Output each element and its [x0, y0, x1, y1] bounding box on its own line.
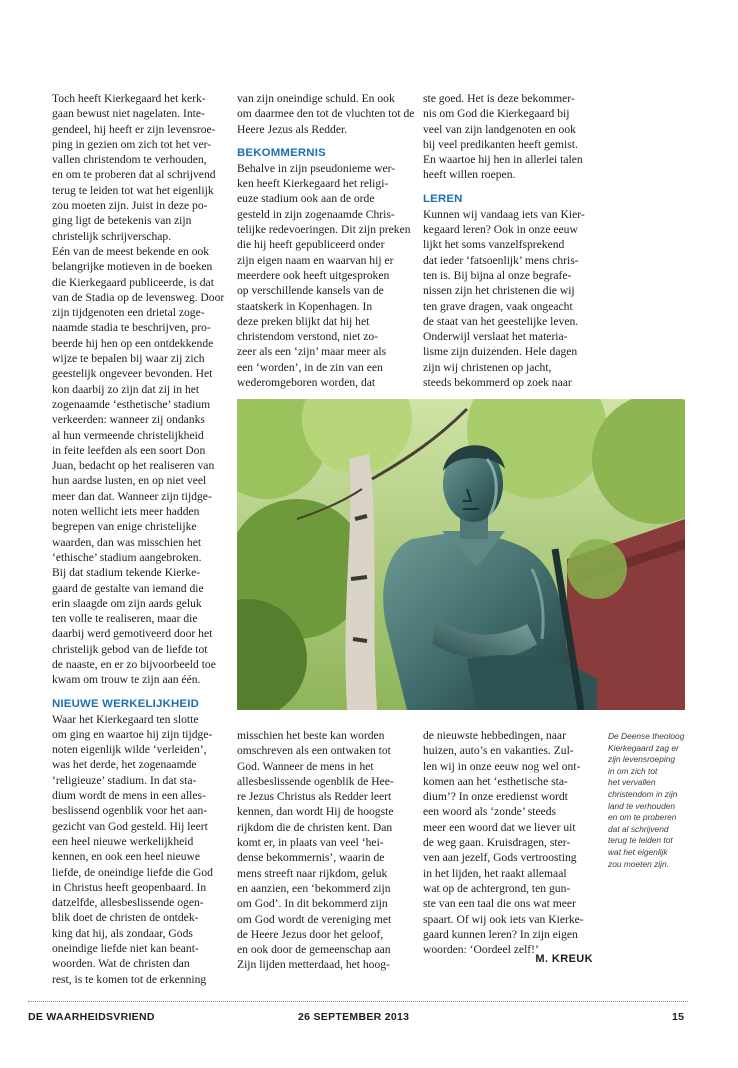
photo-caption: De Deense theoloog Kierkegaard zag er zijn levensroeping in om zich tot het vervallen christendom in zijn land te verhouden en om te proberen dat al schrijvend terug te leiden tot wat het eigenlijk zou moeten zijn.	[608, 731, 685, 869]
col3-leren-paragraph: Kunnen wij vandaag iets van Kier- kegaard leren? Ook in onze eeuw lijkt het soms vanzelfsprekend dat ieder ‘fatsoenlijk’ mens chris- ten is. Bij bijna al onze begrafe- nissen zijn het christenen die wij ten grave dragen, vaak ongeacht de staat van het geestelijke leven. Onderwijl verslaat het materia- lisme zijn duizenden. Hele dagen zijn wij christenen op jacht, steeds bekommerd op zoek naar	[423, 207, 585, 390]
kierkegaard-statue-photo	[237, 399, 685, 710]
col3-intro-paragraph: ste goed. Het is deze bekommer- nis om God die Kierkegaard bij veel van zijn landgenoten en ook bij veel predikanten heeft gemist. En waartoe hij hen in allerlei talen heeft willen roepen.	[423, 92, 583, 182]
footer-divider	[28, 1001, 688, 1002]
heading-bekommernis: BEKOMMERNIS	[237, 146, 326, 159]
column-3-top	[423, 91, 603, 390]
col1-intro-paragraph: Toch heeft Kierkegaard het kerk- gaan bewust niet nagelaten. Inte- gendeel, hij heeft er zijn levensroe- ping in gezien om zich tot het ver- vallen christendom te verhouden, en om te proberen dat al schrijvend terug te leiden tot wat het eigenlijk zou moeten zijn. Juist in deze po- ging ligt de betekenis van zijn christelijk schrijverschap. Eén van de meest bekende en ook belangrijke motieven in de boeken die Kierkegaard publiceerde, is dat van de Stadia op de levensweg. Door zijn tijdgenoten een drietal zoge- naamde stadia te beschrijven, pro- beerde hij hen op een ontdekkende wijze te bepalen bij waar zij zich geestelijk ongeveer bevonden. Het kon daarbij zo zijn dat zij in het zogenaamde ‘esthetische’ stadium verkeerden: wanneer zij ondanks al hun vermeende christelijkheid in feite leefden als een soort Don Juan, bedacht op het realiseren van hun aardse lusten, en op niet veel meer dan dat. Wanneer zijn tijdge- noten wellicht iets meer hadden begrepen van enige christelijke waarden, dan was misschien het ‘ethische’ stadium aangebroken. Bij dat stadium tekende Kierke- gaard de gestalte van iemand die erin slaagde om zijn aards geluk ten volle te realiseren, maar die daarbij werd gemotiveerd door het christelijk gebod van de liefde tot de naaste, en er zo bijvoorbeeld toe kwam om trouw te zijn aan één.	[52, 92, 225, 687]
col1-nieuwe-paragraph: Waar het Kierkegaard ten slotte om ging en waartoe hij zijn tijdge- noten eigenlijk wilde ‘verleiden’, was het derde, het zogenaamde ‘religieuze’ stadium. In dat sta- dium wordt de mens in een alles- beslissend ogenblik voor het aan- gezicht van God gesteld. Hij leert een heel nieuwe werkelijkheid kennen, en ook een heel nieuwe liefde, de oneindige liefde die God in Christus heeft geopenbaard. In datzelfde, allesbeslissende ogen- blik doet de christen de ontdek- king dat hij, als zondaar, Gods oneindige liefde niet kan beant- woorden. Wat de christen dan rest, is te komen tot de erkenning	[52, 712, 213, 986]
issue-date: 26 SEPTEMBER 2013	[298, 1011, 410, 1023]
heading-nieuwe-werkelijkheid: NIEUWE WERKELIJKHEID	[52, 697, 200, 710]
statue-illustration	[237, 399, 685, 710]
heading-leren: LEREN	[423, 192, 463, 205]
column-1	[52, 91, 230, 987]
page-number: 15	[672, 1011, 685, 1023]
publication-name: DE WAARHEIDSVRIEND	[28, 1011, 155, 1023]
col2-intro-paragraph: van zijn oneindige schuld. En ook om daarmee den tot de vluchten tot de Heere Jezus als Redder.	[237, 92, 415, 136]
col2-bottom-paragraph: misschien het beste kan worden omschreven als een ontwaken tot God. Wanneer de mens in het allesbeslissende ogenblik de Hee- re Jezus Christus als Redder leert kennen, dan wordt Hij de hoogste rijkdom die de christen kent. Dan komt er, in plaats van veel ‘hei- dense bekommernis’, waarin de mens streeft naar rijkdom, geluk en aanzien, een ‘bekommerd zijn om God’. In dit bekommerd zijn om God wordt de vereniging met de Heere Jezus door het geloof, en ook door de gemeenschap aan Zijn lijden metterdaad, het hoog-	[237, 729, 394, 972]
column-2-top	[237, 91, 417, 390]
column-3-bottom	[423, 728, 601, 957]
author-name: M. KREUK	[535, 953, 593, 965]
column-2-bottom	[237, 728, 417, 973]
col3-bottom-paragraph: de nieuwste hebbedingen, naar huizen, auto’s en vakanties. Zul- len wij in onze eeuw nog wel ont- komen aan het ‘esthetische sta- dium’? In onze eredienst wordt een woord als ‘zonde’ steeds meer een woord dat we liever uit de weg gaan. Kruisdragen, ster- ven aan jezelf, Gods vertroosting in het lijden, het raakt allemaal wat op de achtergrond, ten gun- ste van een taal die ons wat meer spaart. Of wij ook iets van Kierke- gaard kunnen leren? In zijn eigen woorden: ‘Oordeel zelf!’	[423, 729, 584, 957]
col2-bekommernis-paragraph: Behalve in zijn pseudonieme wer- ken heeft Kierkegaard het religi- euze stadium ook aan de orde gesteld in zijn zogenaamde Chris- telijke redevoeringen. Dit zijn preken die hij heeft gepubliceerd onder zijn eigen naam en waarvan hij er meerdere ook heeft uitgesproken op verschillende kansels van de staatskerk in Kopenhagen. In deze preken blijkt dat hij het christendom verstond, niet zo- zeer als een ‘zijn’ maar meer als een ‘worden’, in de zin van een wederomgeboren worden, dat	[237, 161, 411, 390]
